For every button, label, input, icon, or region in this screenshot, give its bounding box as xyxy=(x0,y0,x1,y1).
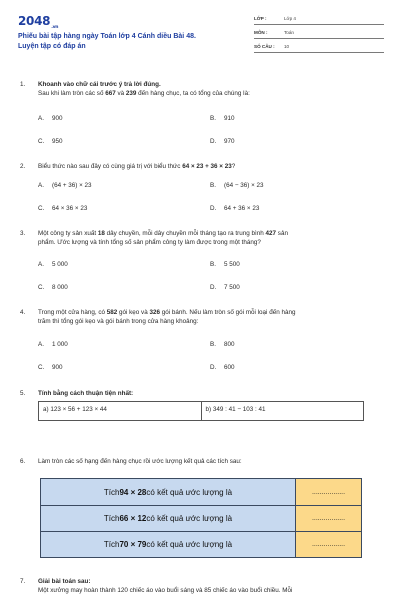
page-title-line2: Luyện tập có đáp án xyxy=(18,42,86,50)
subject-field: MÔN : Toán xyxy=(254,27,384,39)
calc-a[interactable]: a) 123 × 56 + 123 × 44 xyxy=(43,406,107,413)
option-d[interactable]: D. 64 + 36 × 23 xyxy=(210,205,260,212)
logo: $2048_{.vn}$ xyxy=(18,14,59,31)
meta-info xyxy=(254,13,384,55)
answer-blank[interactable]: ................. xyxy=(296,506,361,531)
option-b[interactable]: B. 800 xyxy=(210,341,235,348)
question-7-text: Một xưởng may hoàn thành 120 chiếc áo vào buổi sáng và 85 chiếc áo vào buổi chiều. Mỗi xyxy=(38,587,293,594)
calc-b[interactable]: b) 349 : 41 − 103 : 41 xyxy=(201,402,364,420)
question-2-text: Biểu thức nào sau đây có cùng giá trị với biểu thức 64 × 23 + 36 × 23? xyxy=(38,163,236,170)
estimate-table xyxy=(40,478,362,558)
estimate-prompt: Tích 66 × 12 có kết quả ước lượng là xyxy=(41,506,296,531)
calc-box xyxy=(38,401,364,421)
table-row xyxy=(41,505,361,531)
option-b[interactable]: B. 910 xyxy=(210,115,235,122)
option-d[interactable]: D. 7 500 xyxy=(210,284,240,291)
option-a[interactable]: A. 5 000 xyxy=(38,261,68,268)
option-d[interactable]: D. 970 xyxy=(210,138,235,145)
question-4-text: Trong một cửa hàng, có 582 gói kẹo và 326 gói bánh. Nếu làm tròn số gói mỗi loại đến hàng trăm thì tổng gói kẹo và gói bánh trong cửa hàng khoảng: xyxy=(38,309,296,325)
estimate-prompt: Tích 70 × 79 có kết quả ước lượng là xyxy=(41,532,296,557)
option-d[interactable]: D. 600 xyxy=(210,364,235,371)
option-a[interactable]: A. (64 + 36) × 23 xyxy=(38,182,92,189)
answer-blank[interactable]: ................. xyxy=(296,479,361,505)
option-c[interactable]: C. 900 xyxy=(38,364,63,371)
worksheet-page: $2048_{.vn}$ Phiếu bài tập hàng ngày Toán lớp 4 Cánh diều Bài 48. Luyện tập có đáp án LỚP : Lớp 4 MÔN : Toán SỐ CÂU : 10 1. Khoanh vào chữ cái trước ý trả lời đúng. Sau khi làm tròn các số 667 và 239 đến hàng chục, ta có tổng của chúng là: A. 900 B. 910 C. 950 D. 970 2. Biểu thức nào sau đây có cùng giá trị với biểu thức 64 × 23 + 36 × 23? A. (64 + 36) × 23 B. (64 − 36) × 23 C. 64 × 36 × 23 D. 64 + 36 × 23 3. Một công ty sản xuất 18 dây chuyền, mỗi dây chuyền mỗi tháng tạo ra trung bình 427 sản phẩm. Ước lượng và tính tổng số sản phẩm công ty làm được trong một tháng? A. 5 000 B. 5 500 C. 8 000 D. 7 500 4. Trong một cửa hàng, có 582 gói kẹo và 326 gói bánh. Nếu làm tròn số gói mỗi loại đến hàng trăm thì tổng gói kẹo và gói bánh trong cửa hàng khoảng: A. 1 000 B. 800 C. 900 D. 600 5. Tính bằng cách thuận tiện nhất: a) 123 × 56 + 123 × 44 b) 349 : 41 − 103 : 41 6. Làm tròn các số hạng đến hàng chục rồi ước lượng kết quả các tích sau: Tích 94 × 28 có kết quả ước lượng là ................. Tích 66 × 12 có kết quả ước lượng là ................. Tích 70 × 79 có kết quả ước lượng là ................. 7. Giải bài toán sau: Một xưởng may hoàn thành 120 chiếc áo vào buổi sáng và 85 chiếc áo vào buổi chiều. Mỗi xyxy=(0,0,400,600)
estimate-prompt: Tích 94 × 28 có kết quả ước lượng là xyxy=(41,479,296,505)
question-count-field: SỐ CÂU : 10 xyxy=(254,41,384,53)
option-b[interactable]: B. 5 500 xyxy=(210,261,240,268)
question-1-title: Khoanh vào chữ cái trước ý trả lời đúng. xyxy=(38,81,161,88)
option-a[interactable]: A. 900 xyxy=(38,115,63,122)
page-title-line1: Phiếu bài tập hàng ngày Toán lớp 4 Cánh diều Bài 48. xyxy=(18,33,196,40)
class-field: LỚP : Lớp 4 xyxy=(254,13,384,25)
option-c[interactable]: C. 64 × 36 × 23 xyxy=(38,205,88,212)
table-row xyxy=(41,531,361,557)
question-5-title: Tính bằng cách thuận tiện nhất: xyxy=(38,390,134,397)
option-a[interactable]: A. 1 000 xyxy=(38,341,68,348)
page-title xyxy=(18,32,238,51)
option-b[interactable]: B. (64 − 36) × 23 xyxy=(210,182,264,189)
question-6-text: Làm tròn các số hạng đến hàng chục rồi ước lượng kết quả các tích sau: xyxy=(38,458,242,465)
question-3-text: Một công ty sản xuất 18 dây chuyền, mỗi dây chuyền mỗi tháng tạo ra trung bình 427 sản phẩm. Ước lượng và tính tổng số sản phẩm công ty làm được trong một tháng? xyxy=(38,230,288,246)
option-c[interactable]: C. 950 xyxy=(38,138,63,145)
question-7-title: Giải bài toán sau: xyxy=(38,578,91,585)
option-c[interactable]: C. 8 000 xyxy=(38,284,68,291)
question-1-text: Sau khi làm tròn các số 667 và 239 đến hàng chục, ta có tổng của chúng là: xyxy=(38,90,250,97)
table-row xyxy=(41,479,361,505)
answer-blank[interactable]: ................. xyxy=(296,532,361,557)
header xyxy=(18,10,384,60)
